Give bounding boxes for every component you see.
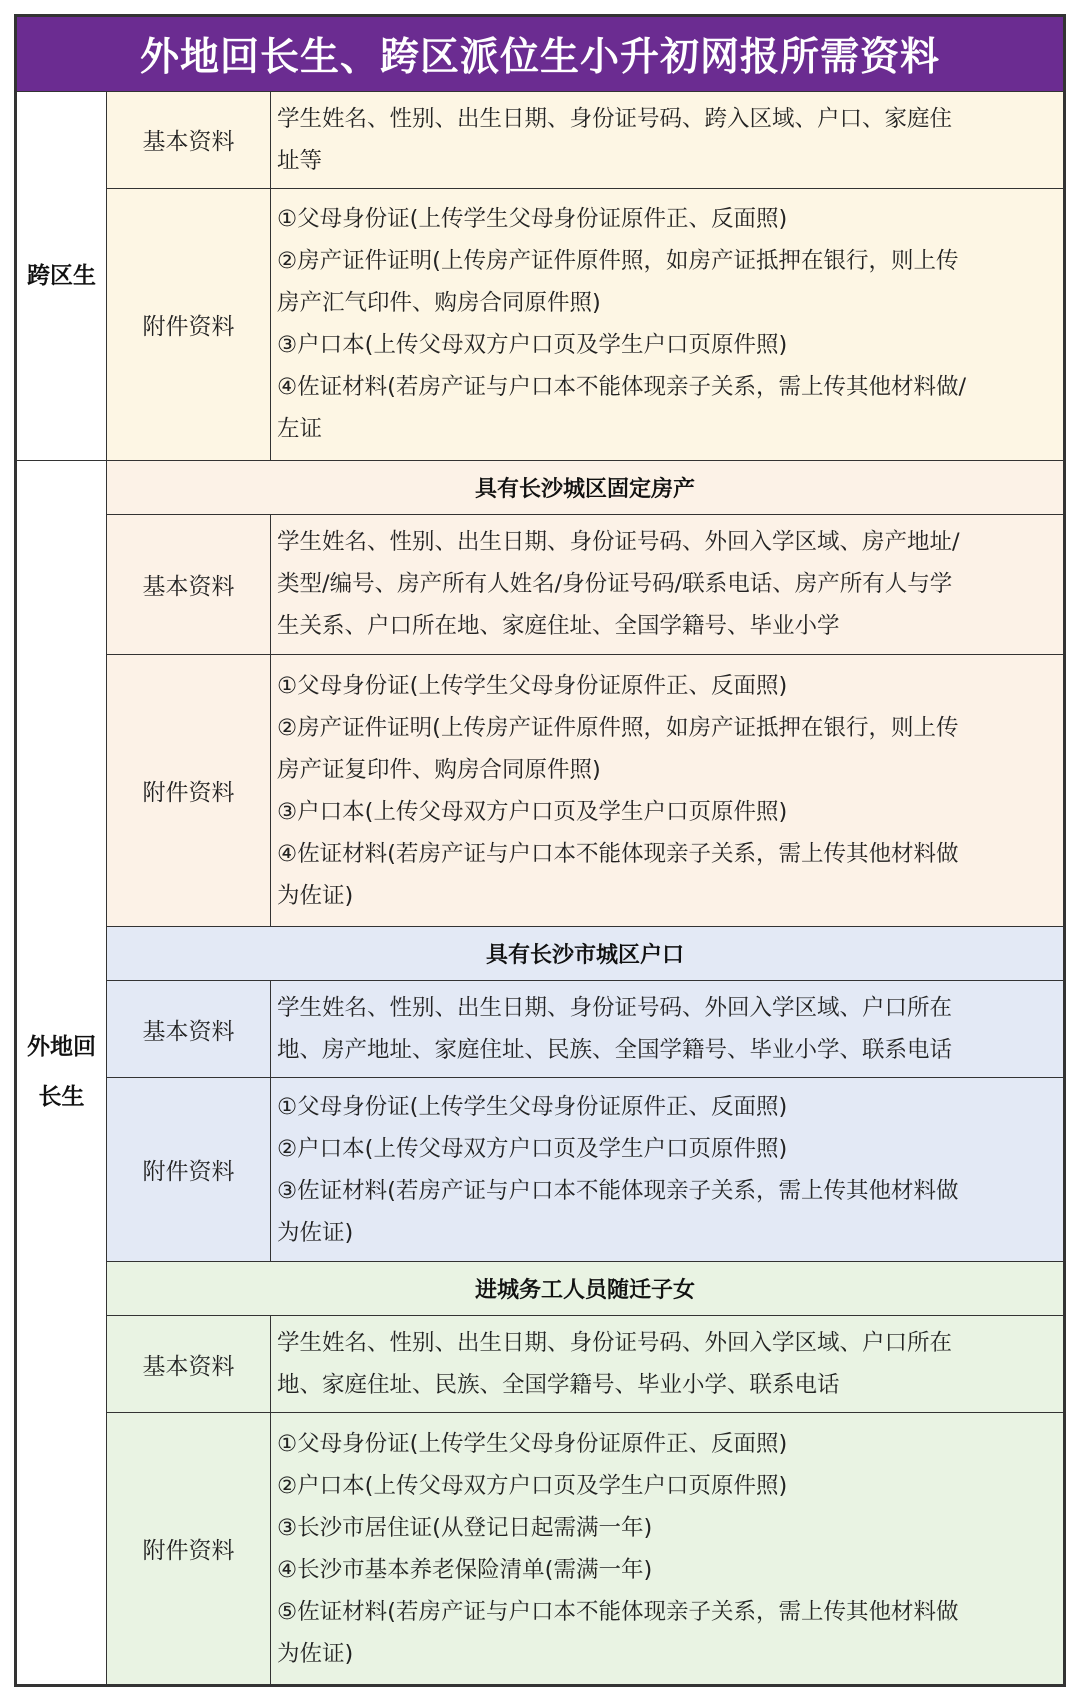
text-line: ④佐证材料(若房产证与户口本不能体现亲子关系，需上传其他材料做 — [277, 840, 959, 867]
migrant-attach-label: 附件资料 — [107, 1413, 271, 1685]
text-line: ①父母身份证(上传学生父母身份证原件正、反面照) — [277, 206, 788, 233]
requirements-table — [16, 16, 1064, 1685]
text-line: ④佐证材料(若房产证与户口本不能体现亲子关系，需上传其他材料做/ — [277, 374, 967, 401]
text-line: 类型/编号、房产所有人姓名/身份证号码/联系电话、房产所有人与学 — [277, 571, 953, 598]
text-line: ①父母身份证(上传学生父母身份证原件正、反面照) — [277, 672, 788, 699]
text-line: 为佐证) — [277, 882, 354, 909]
hukou-attach-label: 附件资料 — [107, 1077, 271, 1261]
section-header-property: 具有长沙城区固定房产 — [107, 460, 1064, 514]
hukou-attach-content — [271, 1077, 1064, 1261]
cross-attach-content — [271, 188, 1064, 460]
text-line: ④长沙市基本养老保险清单(需满一年) — [277, 1556, 653, 1583]
text-line: ②房产证件证明(上传房产证件原件照，如房产证抵押在银行，则上传 — [277, 714, 959, 741]
table-title: 外地回长生、跨区派位生小升初网报所需资料 — [17, 17, 1064, 92]
text-line: 生关系、户口所在地、家庭住址、全国学籍号、毕业小学 — [277, 613, 840, 640]
group-label-returning — [17, 460, 107, 1684]
property-basic-label: 基本资料 — [107, 514, 271, 655]
text-line: ③长沙市居住证(从登记日起需满一年) — [277, 1514, 653, 1541]
property-attach-label: 附件资料 — [107, 655, 271, 927]
text-line: 左证 — [277, 416, 323, 443]
text-line: 地、家庭住址、民族、全国学籍号、毕业小学、联系电话 — [277, 1372, 840, 1399]
text-line: ①父母身份证(上传学生父母身份证原件正、反面照) — [277, 1093, 788, 1120]
text-line: 学生姓名、性别、出生日期、身份证号码、外回入学区域、户口所在 — [277, 995, 953, 1022]
migrant-attach-content — [271, 1413, 1064, 1685]
text-line: ①父母身份证(上传学生父母身份证原件正、反面照) — [277, 1430, 788, 1457]
hukou-basic-content — [271, 981, 1064, 1078]
text-line: 学生姓名、性别、出生日期、身份证号码、外回入学区域、房产地址/ — [277, 529, 960, 556]
text-line: 房产汇气印件、购房合同原件照) — [277, 290, 601, 317]
text-line: ③户口本(上传父母双方户口页及学生户口页原件照) — [277, 332, 788, 359]
text-line: ②房产证件证明(上传房产证件原件照，如房产证抵押在银行，则上传 — [277, 248, 959, 275]
group-label-returning-text: 外地回长生 — [27, 1034, 96, 1111]
property-basic-content — [271, 514, 1064, 655]
text-line: 学生姓名、性别、出生日期、身份证号码、跨入区域、户口、家庭住 — [277, 105, 953, 132]
migrant-basic-content — [271, 1316, 1064, 1413]
text-line: ③户口本(上传父母双方户口页及学生户口页原件照) — [277, 798, 788, 825]
cross-basic-label: 基本资料 — [107, 91, 271, 188]
migrant-basic-label: 基本资料 — [107, 1316, 271, 1413]
text-line: 房产证复印件、购房合同原件照) — [277, 756, 601, 783]
section-header-hukou: 具有长沙市城区户口 — [107, 926, 1064, 980]
cross-attach-label: 附件资料 — [107, 188, 271, 460]
text-line: 址等 — [277, 147, 323, 174]
cross-basic-content — [271, 91, 1064, 188]
section-header-migrant: 进城务工人员随迁子女 — [107, 1262, 1064, 1316]
group-label-cross-district: 跨区生 — [17, 91, 107, 460]
text-line: ②户口本(上传父母双方户口页及学生户口页原件照) — [277, 1472, 788, 1499]
requirements-table-container — [14, 14, 1066, 1687]
text-line: ②户口本(上传父母双方户口页及学生户口页原件照) — [277, 1135, 788, 1162]
text-line: 为佐证) — [277, 1640, 354, 1667]
text-line: ⑤佐证材料(若房产证与户口本不能体现亲子关系，需上传其他材料做 — [277, 1598, 959, 1625]
text-line: 地、房产地址、家庭住址、民族、全国学籍号、毕业小学、联系电话 — [277, 1037, 953, 1064]
text-line: 为佐证) — [277, 1219, 354, 1246]
hukou-basic-label: 基本资料 — [107, 981, 271, 1078]
text-line: ③佐证材料(若房产证与户口本不能体现亲子关系，需上传其他材料做 — [277, 1177, 959, 1204]
text-line: 学生姓名、性别、出生日期、身份证号码、外回入学区域、户口所在 — [277, 1330, 953, 1357]
property-attach-content — [271, 655, 1064, 927]
